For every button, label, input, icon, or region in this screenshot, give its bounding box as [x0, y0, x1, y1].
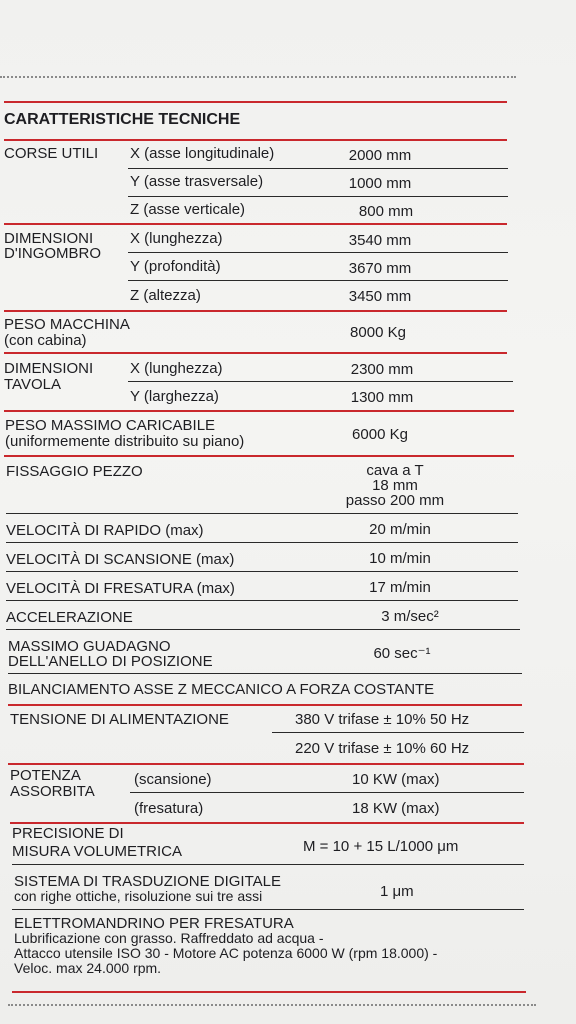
potenza-fresatura-value: 18 KW (max) [352, 800, 440, 817]
rapido-label: VELOCITÀ DI RAPIDO (max) [6, 522, 204, 539]
tavola-y-value: 1300 mm [350, 389, 414, 406]
tavola-x-value: 2300 mm [350, 361, 414, 378]
row-rule [6, 600, 518, 601]
peso-label-1: PESO MACCHINA [4, 316, 130, 333]
fissaggio-value-2: 18 mm [372, 477, 418, 494]
fresatura-label: VELOCITÀ DI FRESATURA (max) [6, 580, 235, 597]
row-rule [6, 513, 518, 514]
section-rule [10, 822, 524, 824]
section-title: CARATTERISTICHE TECNICHE [4, 111, 241, 128]
potenza-scansione-value: 10 KW (max) [352, 771, 440, 788]
row-rule [12, 864, 524, 865]
section-rule [4, 410, 514, 412]
section-rule [12, 991, 526, 993]
title-top-rule [4, 101, 507, 103]
section-rule [8, 763, 524, 765]
precisione-label-2: MISURA VOLUMETRICA [12, 843, 183, 860]
row-rule [12, 909, 524, 910]
bottom-dotted-rule [8, 1004, 536, 1006]
row-rule [6, 629, 520, 630]
corse-y-axis: Y (asse trasversale) [130, 173, 264, 190]
precisione-value: M = 10 + 15 L/1000 μm [303, 838, 459, 855]
elettromandrino-label: ELETTROMANDRINO PER FRESATURA [14, 915, 294, 932]
row-rule [130, 792, 524, 793]
peso-value: 8000 Kg [350, 324, 406, 341]
caricabile-value: 6000 Kg [352, 426, 408, 443]
row-rule [128, 280, 508, 281]
corse-z-axis: Z (asse verticale) [130, 201, 246, 218]
section-rule [4, 223, 507, 225]
dimensioni-z-axis: Z (altezza) [130, 287, 201, 304]
dimensioni-y-axis: Y (profondità) [130, 258, 221, 275]
dimensioni-label-2: D'INGOMBRO [4, 245, 102, 262]
fresatura-value: 17 m/min [369, 579, 431, 596]
section-rule [4, 310, 507, 312]
row-rule [128, 168, 508, 169]
bilanciamento-label: BILANCIAMENTO ASSE Z MECCANICO A FORZA COSTANTE [8, 681, 435, 698]
corse-x-value: 2000 mm [348, 147, 412, 164]
trasduzione-label-2: con righe ottiche, risoluzione sui tre assi [14, 888, 263, 904]
row-rule [6, 571, 518, 572]
row-rule [128, 252, 508, 253]
tavola-y-axis: Y (larghezza) [130, 388, 219, 405]
tavola-label-2: TAVOLA [4, 376, 61, 393]
peso-label-2: (con cabina) [4, 332, 87, 349]
row-rule [8, 673, 522, 674]
section-rule [4, 455, 514, 457]
title-bottom-rule [4, 139, 507, 141]
tensione-value-2: 220 V trifase ± 10% 60 Hz [295, 740, 470, 757]
corse-z-value: 800 mm [358, 203, 414, 220]
caricabile-label-2: (uniformemente distribuito su piano) [5, 433, 245, 450]
fissaggio-value-3: passo 200 mm [345, 492, 445, 509]
guadagno-label-1: MASSIMO GUADAGNO [8, 638, 171, 655]
scansione-label: VELOCITÀ DI SCANSIONE (max) [6, 551, 235, 568]
guadagno-value: 60 sec⁻¹ [373, 645, 431, 662]
caricabile-label-1: PESO MASSIMO CARICABILE [5, 417, 216, 434]
section-rule [4, 352, 507, 354]
row-rule [128, 381, 513, 382]
potenza-fresatura-label: (fresatura) [134, 800, 204, 817]
dimensioni-label-1: DIMENSIONI [4, 230, 94, 247]
row-rule [6, 542, 518, 543]
tavola-label-1: DIMENSIONI [4, 360, 94, 377]
scansione-value: 10 m/min [369, 550, 431, 567]
trasduzione-value: 1 μm [380, 883, 414, 900]
dimensioni-x-axis: X (lunghezza) [130, 230, 223, 247]
dimensioni-z-value: 3450 mm [348, 288, 412, 305]
potenza-scansione-label: (scansione) [134, 771, 212, 788]
tensione-value-1: 380 V trifase ± 10% 50 Hz [295, 711, 470, 728]
corse-label: CORSE UTILI [4, 145, 99, 162]
potenza-label-1: POTENZA [10, 767, 81, 784]
corse-x-axis: X (asse longitudinale) [130, 145, 275, 162]
precisione-label-1: PRECISIONE DI [12, 825, 124, 842]
tavola-x-axis: X (lunghezza) [130, 360, 223, 377]
potenza-label-2: ASSORBITA [10, 783, 95, 800]
accelerazione-value: 3 m/sec² [381, 608, 439, 625]
trasduzione-label-1: SISTEMA DI TRASDUZIONE DIGITALE [14, 873, 281, 890]
elettromandrino-line-3: Veloc. max 24.000 rpm. [14, 960, 162, 976]
rapido-value: 20 m/min [369, 521, 431, 538]
guadagno-label-2: DELL'ANELLO DI POSIZIONE [8, 653, 213, 670]
section-rule [8, 704, 522, 706]
fissaggio-label: FISSAGGIO PEZZO [6, 463, 143, 480]
row-rule [128, 196, 508, 197]
row-rule [272, 732, 524, 733]
tensione-label: TENSIONE DI ALIMENTAZIONE [10, 711, 229, 728]
elettromandrino-line-2: Attacco utensile ISO 30 - Motore AC potenza 6000 W (rpm 18.000) - [14, 945, 438, 961]
corse-y-value: 1000 mm [348, 175, 412, 192]
dimensioni-x-value: 3540 mm [348, 232, 412, 249]
elettromandrino-line-1: Lubrificazione con grasso. Raffreddato ad acqua - [14, 930, 324, 946]
dimensioni-y-value: 3670 mm [348, 260, 412, 277]
fissaggio-value-1: cava a T [366, 462, 424, 479]
accelerazione-label: ACCELERAZIONE [6, 609, 133, 626]
